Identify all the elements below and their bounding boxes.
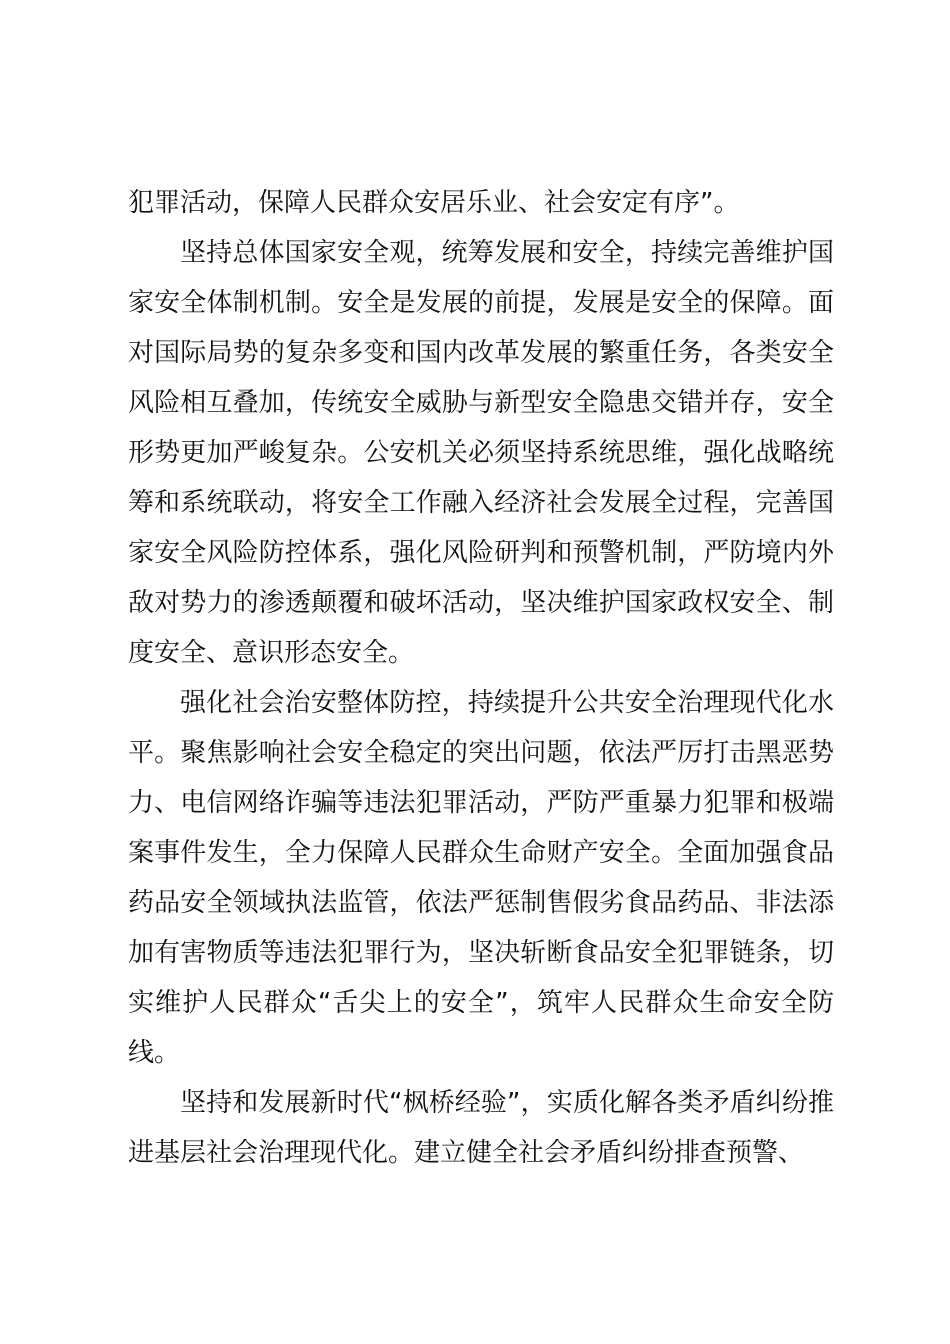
- paragraph-national-security: 坚持总体国家安全观，统筹发展和安全，持续完善维护国家安全体制机制。安全是发展的前提，发展是安全的保障。面对国际局势的复杂多变和国内改革发展的繁重任务，各类安全风险相互叠加，传统安全威胁与新型安全隐患交错并存，安全形势更加严峻复杂。公安机关必须坚持系统思维，强化战略统筹和系统联动，将安全工作融入经济社会发展全过程，完善国家安全风险防控体系，强化风险研判和预警机制，严防境内外敌对势力的渗透颠覆和破坏活动，坚决维护国家政权安全、制度安全、意识形态安全。: [128, 238, 834, 668]
- paragraph-continued: 犯罪活动，保障人民群众安居乐业、社会安定有序”。: [128, 188, 740, 218]
- paragraph-public-security: 强化社会治安整体防控，持续提升公共安全治理现代化水平。聚焦影响社会安全稳定的突出问题，依法严厉打击黑恶势力、电信网络诈骗等违法犯罪活动，严防严重暴力犯罪和极端案事件发生，全力保障人民群众生命财产安全。全面加强食品药品安全领域执法监管，依法严惩制售假劣食品药品、非法添加有害物质等违法犯罪行为，坚决斩断食品安全犯罪链条，切实维护人民群众“舌尖上的安全”，筑牢人民群众生命安全防线。: [128, 688, 834, 1068]
- document-body: [128, 178, 834, 1178]
- paragraph-fengqiao-experience: 坚持和发展新时代“枫桥经验”，实质化解各类矛盾纠纷推进基层社会治理现代化。建立健全社会矛盾纠纷排查预警、: [128, 1088, 834, 1168]
